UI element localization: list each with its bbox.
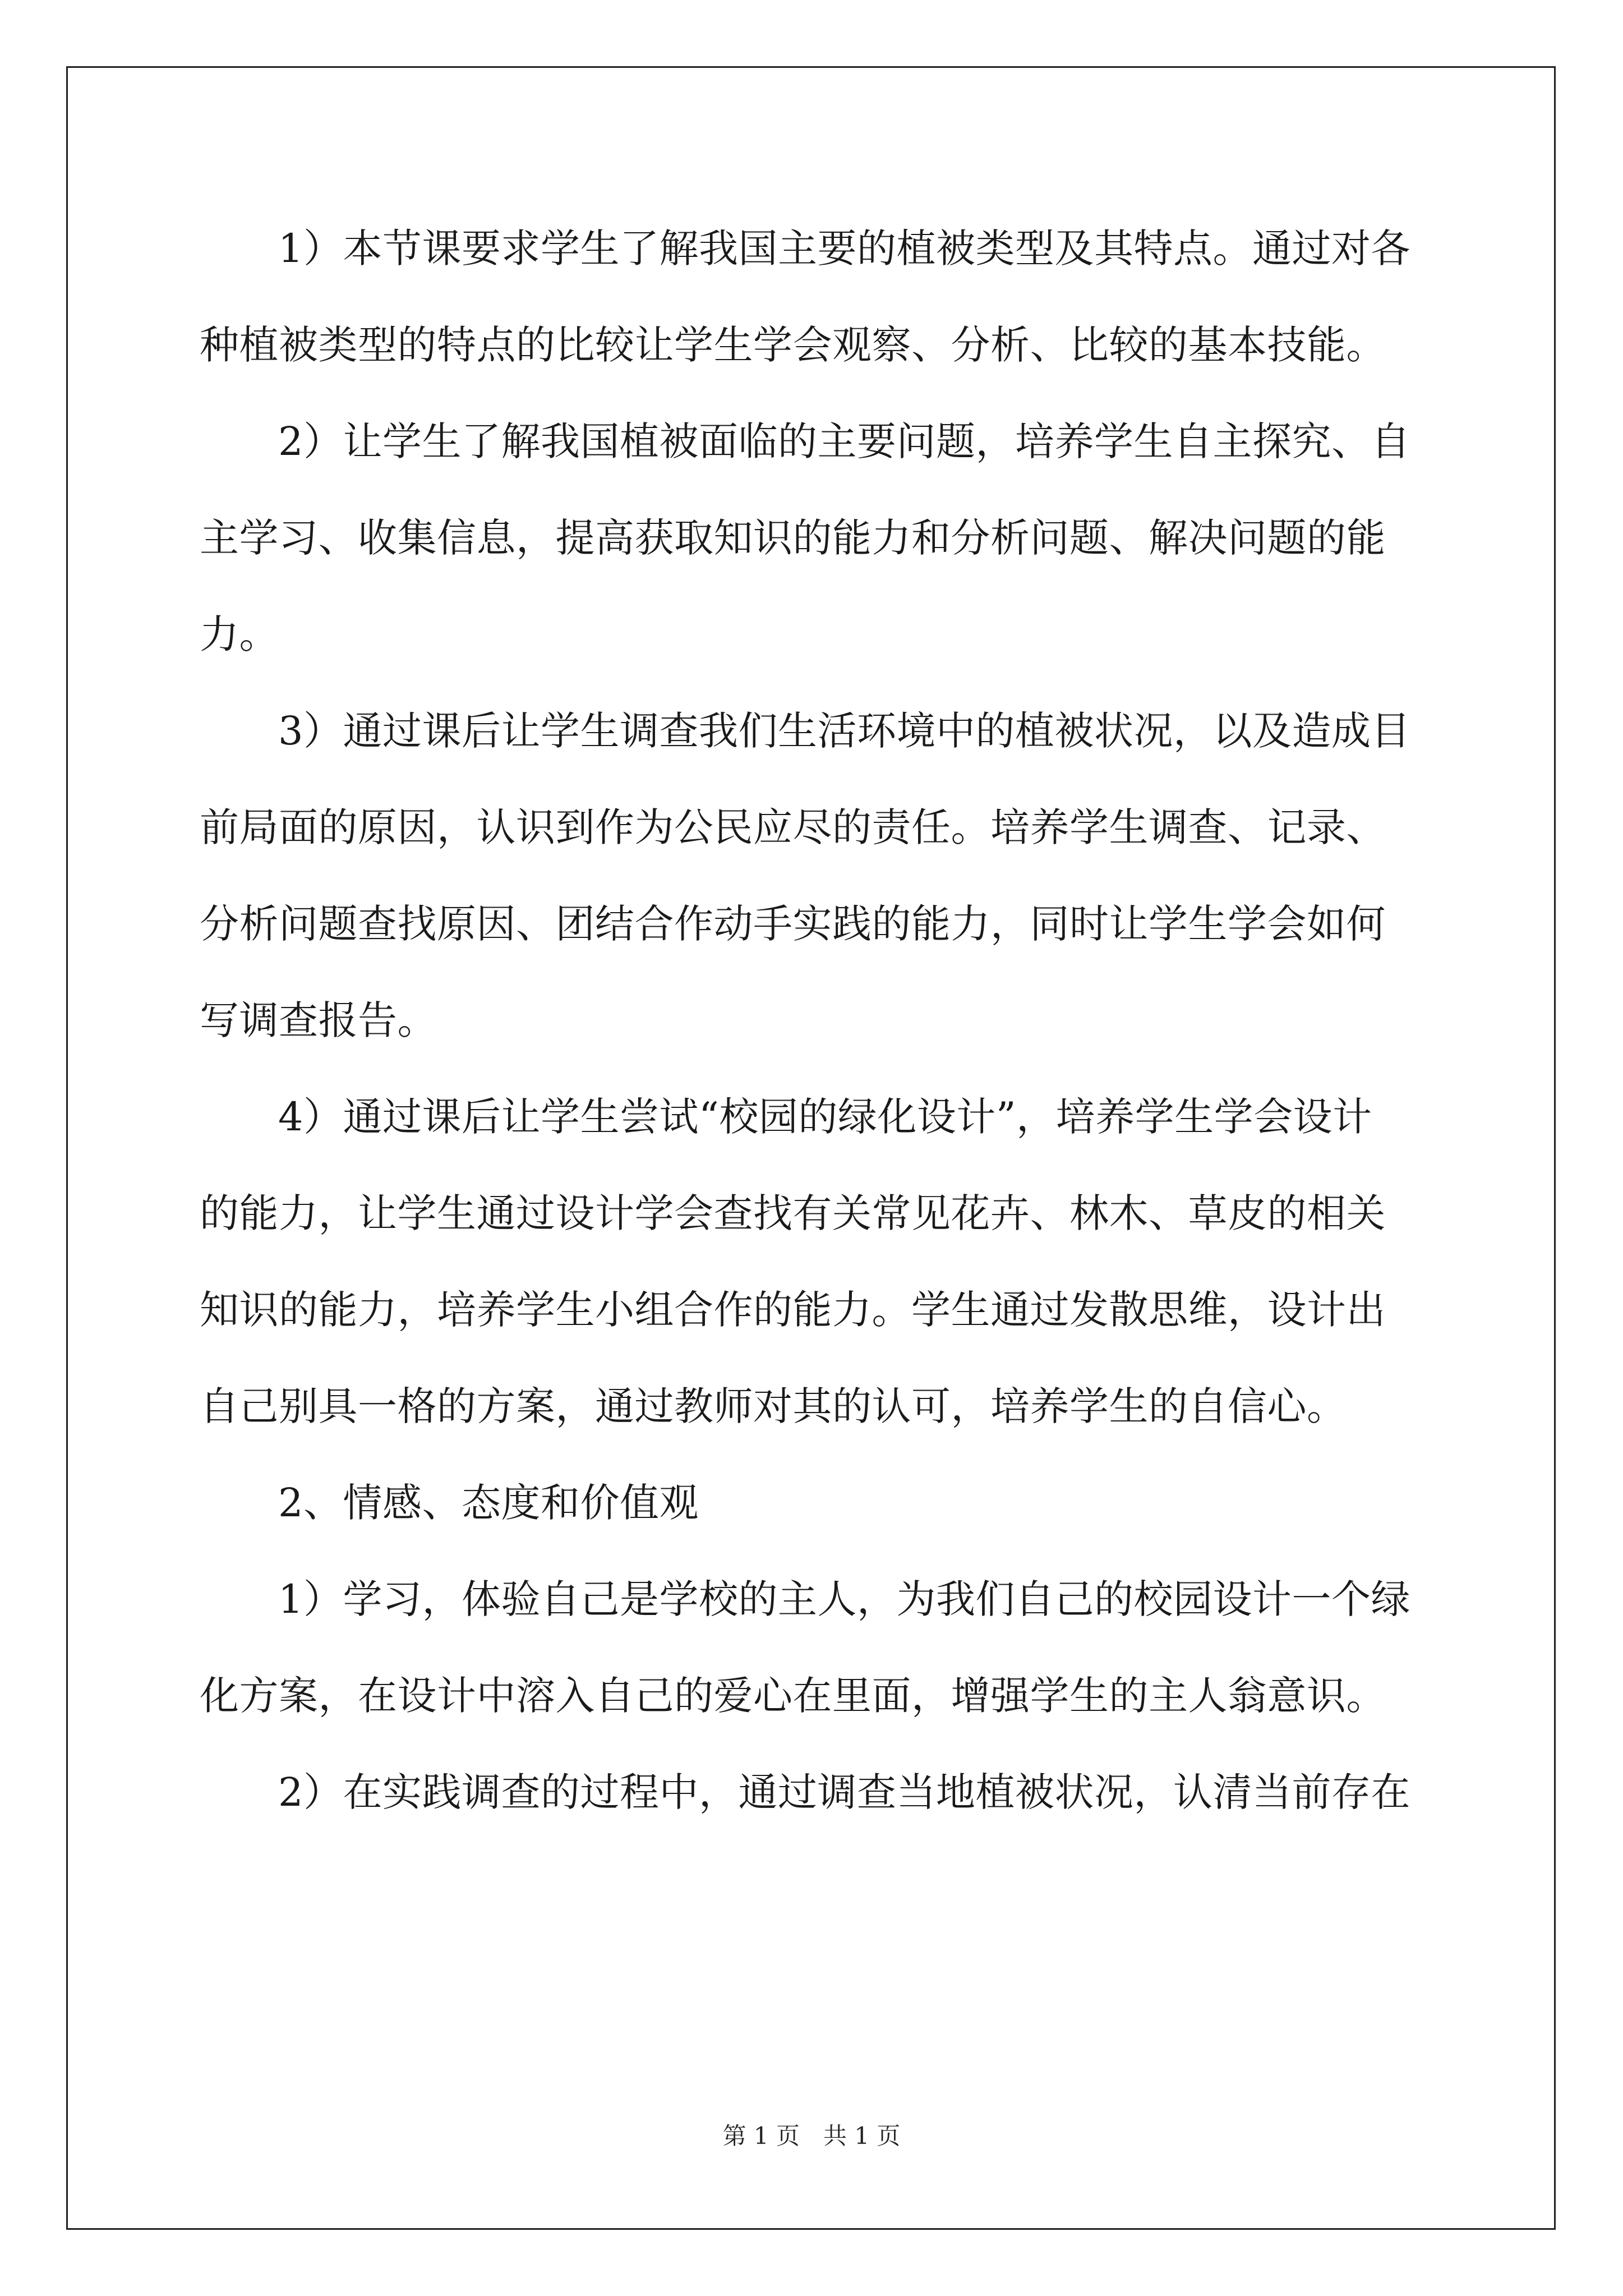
text-line: 1）学习，体验自己是学校的主人，为我们自己的校园设计一个绿	[278, 1576, 1411, 1622]
text-line: 知识的能力，培养学生小组合作的能力。学生通过发散思维，设计出	[200, 1287, 1386, 1333]
text-line: 化方案，在设计中溶入自己的爱心在里面，增强学生的主人翁意识。	[200, 1673, 1386, 1719]
text-line: 2）在实践调查的过程中，通过调查当地植被状况，认清当前存在	[278, 1769, 1411, 1815]
text-line: 1）本节课要求学生了解我国主要的植被类型及其特点。通过对各	[278, 226, 1411, 272]
page-number-footer: 第 1 页 共 1 页	[722, 2122, 901, 2150]
document-body	[200, 206, 1429, 1847]
text-line: 前局面的原因，认识到作为公民应尽的责任。培养学生调查、记录、	[200, 804, 1386, 850]
text-line: 主学习、收集信息，提高获取知识的能力和分析问题、解决问题的能	[200, 515, 1386, 561]
text-line: 2）让学生了解我国植被面临的主要问题，培养学生自主探究、自	[278, 418, 1411, 464]
text-line: 3）通过课后让学生调查我们生活环境中的植被状况，以及造成目	[278, 708, 1411, 754]
text-line: 自己别具一格的方案，通过教师对其的认可，培养学生的自信心。	[200, 1383, 1347, 1429]
text-line: 4）通过课后让学生尝试“校园的绿化设计”，培养学生学会设计	[278, 1094, 1372, 1140]
text-line: 分析问题查找原因、团结合作动手实践的能力，同时让学生学会如何	[200, 901, 1386, 947]
section-heading: 2、情感、态度和价值观	[278, 1480, 699, 1526]
text-line: 的能力，让学生通过设计学会查找有关常见花卉、林木、草皮的相关	[200, 1190, 1386, 1236]
text-line: 种植被类型的特点的比较让学生学会观察、分析、比较的基本技能。	[200, 322, 1386, 368]
text-line: 写调查报告。	[200, 997, 437, 1043]
text-line: 力。	[200, 611, 279, 657]
